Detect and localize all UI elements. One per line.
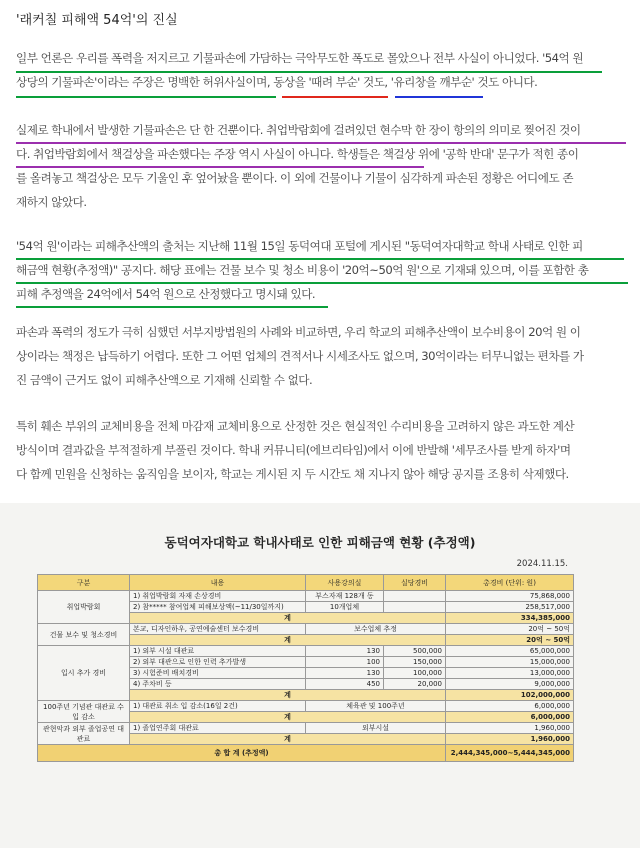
paragraph-line: 일부 언론은 우리를 폭력을 저지르고 기물파손에 가담하는 극악무도한 폭도로 몰았으나 전부 사실이 아니었다. '54억 원 <box>16 51 584 65</box>
subtotal-value: 334,385,000 <box>446 613 574 624</box>
table-cell: 130 <box>306 646 384 657</box>
table-cell: 100 <box>306 657 384 668</box>
table-cell: 100,000 <box>384 668 446 679</box>
table-cell: 체육관 및 100주년 <box>306 701 446 712</box>
table-row <box>38 646 574 657</box>
highlight-underline-green <box>16 96 276 98</box>
paragraph-line: 다 함께 민원을 신청하는 움직임을 보이자, 학교는 게시된 지 두 시간도 채 지나지 않아 해당 공지를 조용히 삭제했다. <box>16 467 569 481</box>
highlight-underline-green <box>16 258 624 260</box>
table-cell: 1) 취업박람회 자재 손상경비 <box>130 591 306 602</box>
document-title: 동덕여자대학교 학내사태로 인한 피해금액 현황 (추정액) <box>164 535 476 550</box>
table-header: 내용 <box>130 575 306 591</box>
paragraph-line: 상이라는 책정은 납득하기 어렵다. 또한 그 어떤 업체의 견적서나 시세조사도 없으며, 30억이라는 터무니없는 편차를 가 <box>16 349 584 363</box>
table-cell: 13,000,000 <box>446 668 574 679</box>
highlight-underline-purple <box>16 166 424 168</box>
table-cell: 6,000,000 <box>446 701 574 712</box>
table-cell: 10개업체 <box>306 602 384 613</box>
table-cell: 부스자재 128개 동 <box>306 591 384 602</box>
paragraph-line: 피해 추정액을 24억에서 54억 원으로 산정했다고 명시돼 있다. <box>16 287 316 301</box>
paragraph-line: 진 금액이 근거도 없이 피해추산액으로 기재해 신뢰할 수 없다. <box>16 373 313 387</box>
table-category: 입시 추가 경비 <box>38 646 130 701</box>
subtotal-value: 102,000,000 <box>446 690 574 701</box>
table-cell: 500,000 <box>384 646 446 657</box>
subtotal-value: 6,000,000 <box>446 712 574 723</box>
paragraph-line: 해금액 현황(추정액)" 공지다. 해당 표에는 건물 보수 및 청소 비용이 '20억~50억 원'으로 기재돼 있으며, 이를 포함한 총 <box>16 263 589 277</box>
paragraph-line: 상당의 기물파손'이라는 주장은 명백한 허위사실이며, 동상을 '때려 부순' 것도, '유리창을 깨부순' 것도 아니다. <box>16 75 538 89</box>
table-cell: 1,960,000 <box>446 723 574 734</box>
table-header: 실당경비 <box>384 575 446 591</box>
table-cell: 75,868,000 <box>446 591 574 602</box>
subtotal-value: 1,960,000 <box>446 734 574 745</box>
paragraph-line: 방식이며 결과값을 부적절하게 부풀린 것이다. 학내 커뮤니티(에브리타임)에서 이에 반발해 '세무조사를 받게 하자'며 <box>16 443 571 457</box>
table-cell: 150,000 <box>384 657 446 668</box>
paragraph-line: 를 올려놓고 책걸상은 모두 기울인 후 엎어놨을 뿐이다. 이 외에 건물이나 기물이 심각하게 파손된 정황은 어디에도 존 <box>16 171 574 185</box>
table-cell: 2) 참***** 참여업체 피해보상액(~11/30일까지) <box>130 602 306 613</box>
table-cell: 450 <box>306 679 384 690</box>
table-cell: 20,000 <box>384 679 446 690</box>
table-cell: 보수업체 추정 <box>306 624 446 635</box>
table-category: 관현악과 외부 졸업공연 대관료 <box>38 723 130 745</box>
paragraph-3 <box>16 234 588 306</box>
table-cell: 1) 외부 시설 대관료 <box>130 646 306 657</box>
table-header: 사용강의실 <box>306 575 384 591</box>
subtotal-label: 계 <box>130 635 446 646</box>
table-cell: 외부시설 <box>306 723 446 734</box>
damage-table <box>37 574 574 762</box>
table-category: 건물 보수 및 청소경비 <box>38 624 130 646</box>
table-header: 구분 <box>38 575 130 591</box>
table-cell: 20억 ~ 50억 <box>446 624 574 635</box>
paragraph-line: 재하지 않았다. <box>16 195 87 209</box>
table-row <box>38 723 574 734</box>
highlight-underline-green <box>16 71 602 73</box>
document-date: 2024.11.15. <box>516 559 568 569</box>
table-cell: 130 <box>306 668 384 679</box>
table-category: 취업박람회 <box>38 591 130 624</box>
table-cell: 258,517,000 <box>446 602 574 613</box>
subtotal-label: 계 <box>130 613 446 624</box>
highlight-underline-red <box>282 96 388 98</box>
subtotal-value: 20억 ~ 50억 <box>446 635 574 646</box>
table-cell: 1) 대관료 취소 입 감소(16일 2건) <box>130 701 306 712</box>
table-cell: 본교, 디자인하우, 공연예술센터 보수경비 <box>130 624 306 635</box>
paragraph-5 <box>16 414 574 486</box>
table-cell: 65,000,000 <box>446 646 574 657</box>
paragraph-1 <box>16 46 583 94</box>
paragraph-line: 실제로 학내에서 발생한 기물파손은 단 한 건뿐이다. 취업박람회에 걸려있던 현수막 한 장이 항의의 의미로 찢어진 것이 <box>16 123 581 137</box>
paragraph-4 <box>16 320 584 392</box>
table-cell <box>384 591 446 602</box>
paragraph-line: 파손과 폭력의 정도가 극히 심했던 서부지방법원의 사례와 비교하면, 우리 학교의 피해추산액이 보수비용이 20억 원 이 <box>16 325 581 339</box>
highlight-underline-blue <box>395 96 483 98</box>
highlight-underline-green <box>16 282 628 284</box>
article-title: '래커칠 피해액 54억'의 진실 <box>16 13 178 28</box>
table-cell: 1) 졸업연주회 대관료 <box>130 723 306 734</box>
table-cell: 3) 시험준비 배치경비 <box>130 668 306 679</box>
paragraph-line: 다. 취업박람회에서 책걸상을 파손했다는 주장 역시 사실이 아니다. 학생들은 책걸상 위에 '공학 반대' 문구가 적힌 종이 <box>16 147 579 161</box>
table-cell: 4) 주차비 등 <box>130 679 306 690</box>
table-header: 총경비 (단위: 원) <box>446 575 574 591</box>
table-row <box>38 591 574 602</box>
total-value: 2,444,345,000~5,444,345,000 <box>446 745 574 762</box>
highlight-underline-green <box>16 306 328 308</box>
total-label: 총 합 계 (추정액) <box>38 745 446 762</box>
table-cell: 15,000,000 <box>446 657 574 668</box>
highlight-underline-purple <box>16 142 626 144</box>
table-row <box>38 624 574 635</box>
table-row <box>38 701 574 712</box>
subtotal-label: 계 <box>130 734 446 745</box>
table-cell <box>384 602 446 613</box>
table-category: 100주년 기념관 대관료 수입 감소 <box>38 701 130 723</box>
table-total-row <box>38 745 574 762</box>
document-image <box>0 503 640 848</box>
subtotal-label: 계 <box>130 690 446 701</box>
paragraph-line: 특히 훼손 부위의 교체비용을 전체 마감재 교체비용으로 산정한 것은 현실적인 수리비용을 고려하지 않은 과도한 계산 <box>16 419 575 433</box>
table-cell: 2) 외부 대관으로 인한 인력 추가발생 <box>130 657 306 668</box>
subtotal-label: 계 <box>130 712 446 723</box>
paragraph-line: '54억 원'이라는 피해추산액의 출처는 지난해 11월 15일 동덕여대 포털에 게시된 "동덕여자대학교 학내 사태로 인한 피 <box>16 239 583 253</box>
table-cell: 9,000,000 <box>446 679 574 690</box>
table-header-row <box>38 575 574 591</box>
